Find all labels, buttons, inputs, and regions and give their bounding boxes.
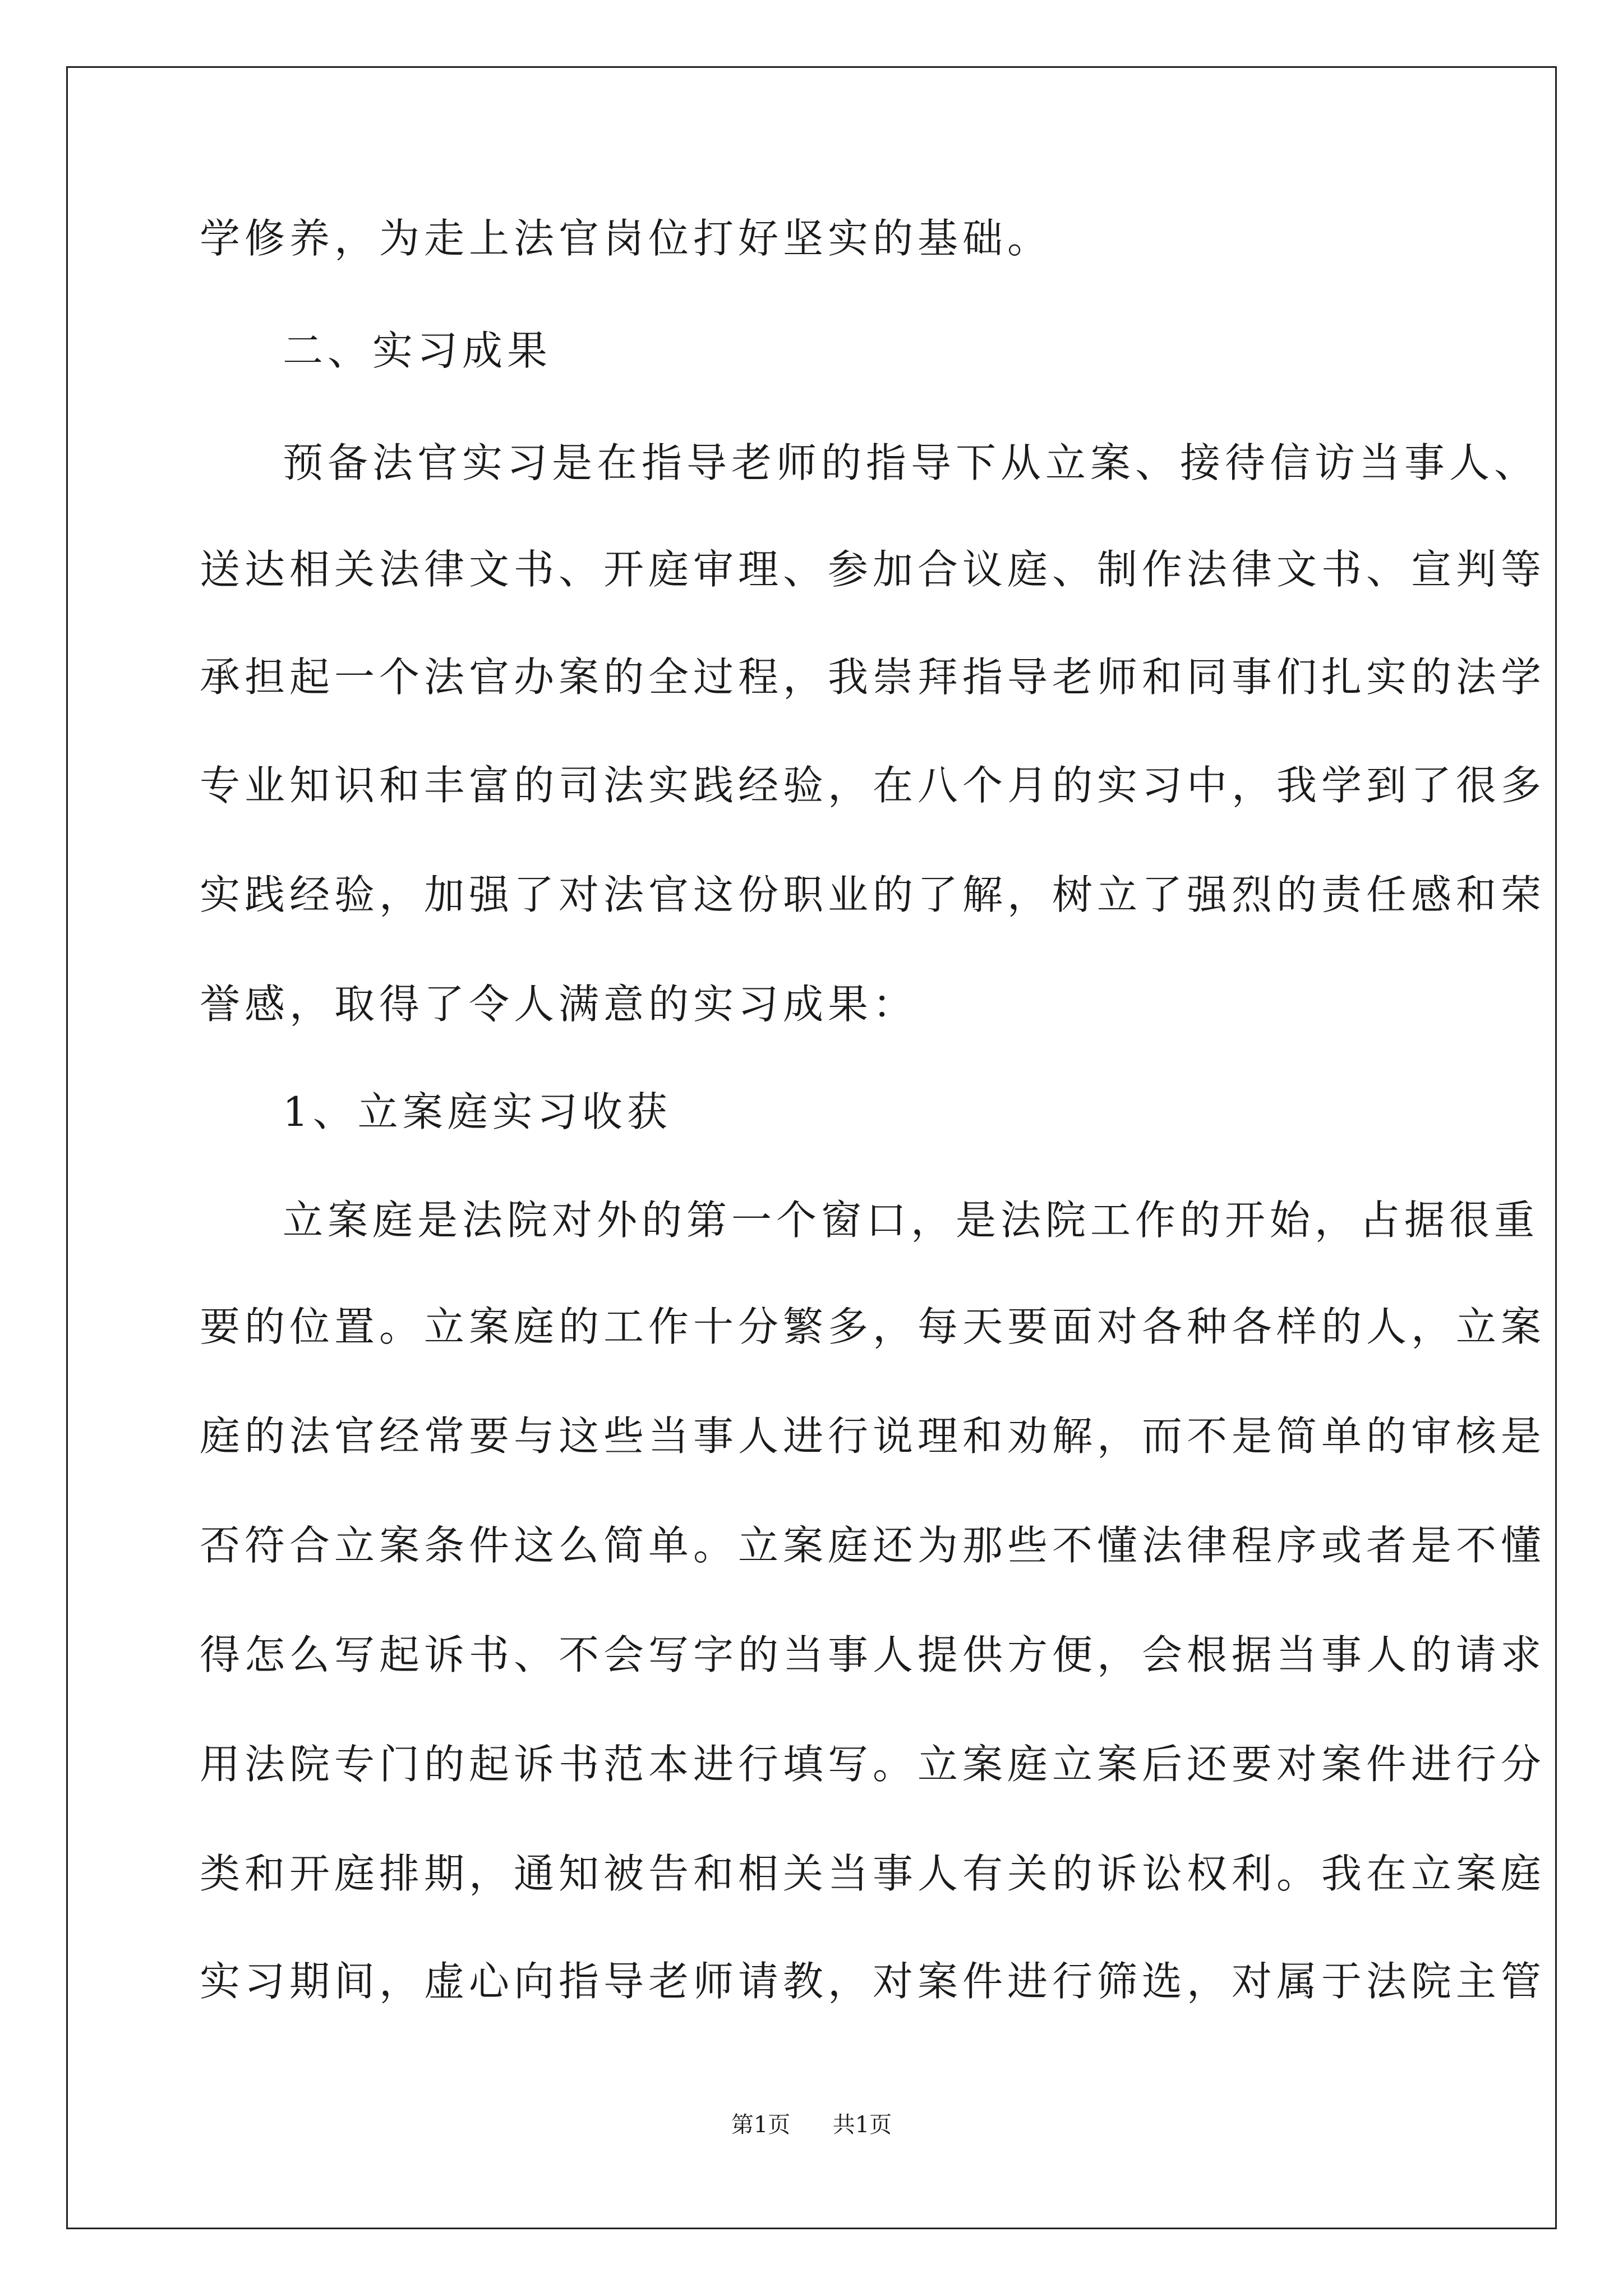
text-line: 誉感，取得了令人满意的实习成果： [200,981,918,1028]
text-line: 专业知识和丰富的司法实践经验，在八个月的实习中，我学到了很多 [200,762,1546,809]
paragraph-first-line: 立案庭是法院对外的第一个窗口，是法院工作的开始，占据很重 [283,1197,1539,1244]
paragraph-first-line: 预备法官实习是在指导老师的指导下从立案、接待信访当事人、 [283,439,1539,486]
page-footer [0,2108,1623,2142]
text-line: 实践经验，加强了对法官这份职业的了解，树立了强烈的责任感和荣 [200,871,1546,918]
text-line: 学修养，为走上法官岗位打好坚实的基础。 [200,215,1053,262]
page-number: 第1页 [731,2112,791,2138]
text-line: 送达相关法律文书、开庭审理、参加合议庭、制作法律文书、宣判等 [200,546,1546,593]
text-line: 用法院专门的起诉书范本进行填写。立案庭立案后还要对案件进行分 [200,1741,1546,1788]
text-line: 类和开庭排期，通知被告和相关当事人有关的诉讼权利。我在立案庭 [200,1850,1546,1897]
text-line: 庭的法官经常要与这些当事人进行说理和劝解，而不是简单的审核是 [200,1412,1546,1460]
page-total: 共1页 [832,2112,892,2138]
text-line: 否符合立案条件这么简单。立案庭还为那些不懂法律程序或者是不懂 [200,1522,1546,1569]
text-line: 得怎么写起诉书、不会写字的当事人提供方便，会根据当事人的请求 [200,1631,1546,1678]
text-line: 要的位置。立案庭的工作十分繁多，每天要面对各种各样的人，立案 [200,1303,1546,1350]
text-line: 实习期间，虚心向指导老师请教，对案件进行筛选，对属于法院主管 [200,1958,1546,2005]
subsection-heading: 1、立案庭实习收获 [283,1088,672,1135]
section-heading: 二、实习成果 [283,327,552,374]
text-line: 承担起一个法官办案的全过程，我崇拜指导老师和同事们扎实的法学 [200,654,1546,701]
